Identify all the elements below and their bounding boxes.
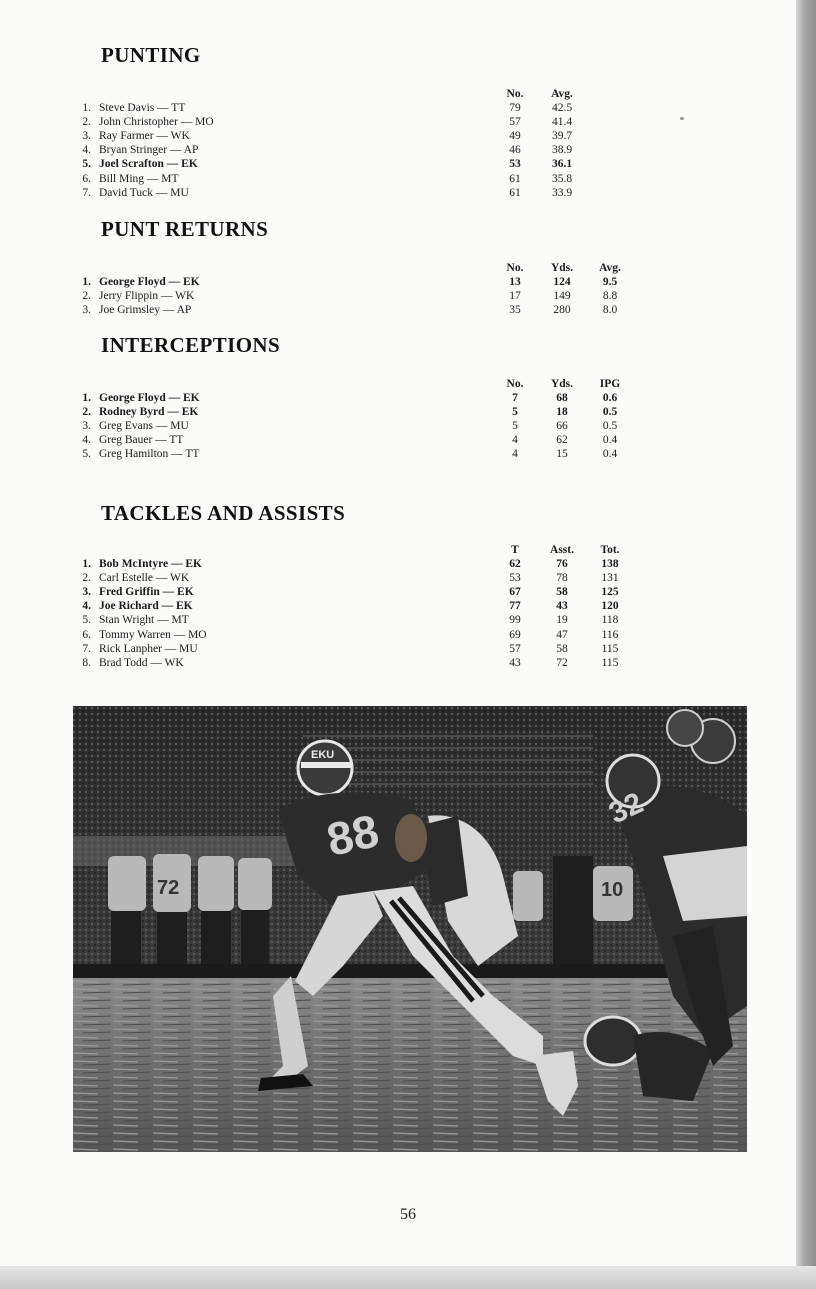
column-header: No. [506,262,524,274]
stat-value: 61 [509,172,521,185]
stat-value: 131 [601,572,619,585]
player-rank: 4. [82,600,91,613]
player-name: Rodney Byrd — EK [99,406,199,419]
column-header: Asst. [550,544,574,556]
player-name: John Christopher — MO [99,116,214,129]
player-rank: 1. [82,102,91,115]
stat-value: 0.6 [602,392,618,405]
player-name: David Tuck — MU [99,186,189,199]
stat-value: 138 [601,558,619,571]
player-name: Steve Davis — TT [99,102,186,115]
table-row [0,656,660,670]
stat-value: 0.4 [602,448,618,461]
player-name: Greg Evans — MU [99,420,189,433]
stat-value: 72 [556,656,568,669]
player-rank: 6. [82,172,91,185]
player-name: George Floyd — EK [99,392,200,405]
player-name: Greg Hamilton — TT [99,448,200,461]
player-rank: 1. [82,558,91,571]
stat-value: 57 [509,642,521,655]
section-title-punt-returns: PUNT RETURNS [101,217,269,241]
player-name: George Floyd — EK [99,276,200,289]
table-row [0,557,660,571]
paper-speck [680,117,684,120]
stat-value: 46 [509,144,521,157]
player-rank: 2. [82,406,91,419]
stat-value: 0.5 [602,406,618,419]
player-name: Rick Lanpher — MU [99,642,198,655]
player-rank: 1. [82,276,91,289]
player-name: Bryan Stringer — AP [99,144,199,157]
stat-value: 35 [509,304,521,317]
stat-value: 42.5 [551,102,573,115]
stat-value: 125 [601,586,619,599]
stat-value: 68 [556,392,568,405]
page-edge-shadow [796,0,816,1289]
table-row [0,628,660,642]
player-rank: 7. [82,186,91,199]
column-header: No. [506,378,524,390]
table-row [0,275,660,289]
stat-value: 53 [509,158,521,171]
player-name: Carl Estelle — WK [99,572,190,585]
stat-value: 58 [556,586,568,599]
table-row [0,419,660,433]
stat-value: 67 [509,586,521,599]
player-name: Joel Scrafton — EK [99,158,198,171]
column-header: Yds. [550,378,574,390]
stat-value: 115 [601,642,619,655]
table-header [0,261,660,275]
stat-value: 13 [509,276,521,289]
sideline-number-72: 72 [157,877,180,899]
stat-value: 5 [512,406,518,419]
stat-value: 43 [509,656,521,669]
player-name: Joe Richard — EK [99,600,193,613]
stat-value: 149 [553,290,571,303]
player-name: Fred Griffin — EK [99,586,194,599]
player-rank: 2. [82,116,91,129]
table-row [0,289,660,303]
section-title-tackles: TACKLES AND ASSISTS [101,501,346,525]
player-name: Stan Wright — MT [99,614,189,627]
player-rank: 5. [82,614,91,627]
stat-value: 15 [556,448,568,461]
player-name: Ray Farmer — WK [99,130,190,143]
stat-value: 57 [509,116,521,129]
stat-value: 18 [556,406,568,419]
stat-value: 62 [509,558,521,571]
table-row [0,143,660,157]
stat-value: 115 [601,656,619,669]
player-rank: 4. [82,434,91,447]
table-row [0,101,660,115]
stat-value: 61 [509,186,521,199]
stat-value: 0.5 [602,420,618,433]
column-header: Avg. [551,88,573,100]
player-rank: 3. [82,304,91,317]
stat-value: 66 [556,420,568,433]
table-row [0,157,660,171]
stat-value: 78 [556,572,568,585]
column-header: T [511,544,519,556]
table-row [0,186,660,200]
player-rank: 3. [82,586,91,599]
stat-value: 9.5 [602,276,618,289]
helmet-logo-text: EKU [311,749,335,761]
stat-value: 36.1 [551,158,573,171]
table-tackles [0,543,660,670]
player-name: Bob McIntyre — EK [99,558,202,571]
section-title-punting: PUNTING [101,43,201,67]
table-row [0,405,660,419]
table-row [0,642,660,656]
player-rank: 3. [82,420,91,433]
page-number: 56 [400,1206,416,1223]
player-name: Greg Bauer — TT [99,434,184,447]
stat-value: 118 [601,614,619,627]
table-row [0,391,660,405]
player-rank: 7. [82,642,91,655]
table-header [0,377,660,391]
page-bottom-edge [0,1266,816,1289]
player-name: Bill Ming — MT [99,172,179,185]
runner-jersey-number: 88 [322,804,384,866]
stat-value: 47 [556,628,568,641]
stat-value: 4 [512,434,518,447]
section-title-interceptions: INTERCEPTIONS [101,333,281,357]
stat-value: 77 [509,600,521,613]
player-rank: 2. [82,572,91,585]
football-action-photo [73,706,747,1152]
right-player-jersey-number: 32 [604,786,649,831]
stat-value: 35.8 [551,172,573,185]
column-header: IPG [599,378,621,390]
stat-value: 4 [512,448,518,461]
stat-value: 49 [509,130,521,143]
table-row [0,433,660,447]
player-rank: 5. [82,158,91,171]
stat-value: 62 [556,434,568,447]
stat-value: 120 [601,600,619,613]
player-rank: 8. [82,656,91,669]
stat-value: 19 [556,614,568,627]
table-row [0,585,660,599]
column-header: Avg. [599,262,621,274]
player-name: Tommy Warren — MO [99,628,207,641]
stat-value: 43 [556,600,568,613]
stat-value: 53 [509,572,521,585]
stat-value: 99 [509,614,521,627]
table-header [0,543,660,557]
player-name: Joe Grimsley — AP [99,304,192,317]
player-rank: 2. [82,290,91,303]
stat-value: 8.0 [602,304,618,317]
stat-value: 41.4 [551,116,573,129]
table-row [0,129,660,143]
player-name: Brad Todd — WK [99,656,184,669]
stat-value: 69 [509,628,521,641]
stat-value: 124 [553,276,571,289]
stat-value: 33.9 [551,186,573,199]
player-rank: 6. [82,628,91,641]
player-rank: 5. [82,448,91,461]
stat-value: 39.7 [551,130,573,143]
stat-value: 58 [556,642,568,655]
stat-value: 116 [601,628,619,641]
stat-value: 79 [509,102,521,115]
table-row [0,172,660,186]
stat-value: 8.8 [602,290,618,303]
player-name: Jerry Flippin — WK [99,290,195,303]
column-header: Yds. [550,262,574,274]
stat-value: 76 [556,558,568,571]
sideline-number-10: 10 [601,879,624,901]
player-rank: 3. [82,130,91,143]
table-punting [0,87,660,200]
table-interceptions [0,377,660,462]
table-punt-returns [0,261,660,317]
stat-value: 17 [509,290,521,303]
table-row [0,613,660,627]
stat-value: 5 [512,420,518,433]
stat-value: 0.4 [602,434,618,447]
player-rank: 1. [82,392,91,405]
table-row [0,447,660,461]
column-header: Tot. [600,544,620,556]
table-header [0,87,660,101]
player-rank: 4. [82,144,91,157]
stat-value: 38.9 [551,144,573,157]
table-row [0,115,660,129]
column-header: No. [506,88,524,100]
table-row [0,303,660,317]
table-row [0,571,660,585]
table-row [0,599,660,613]
stat-value: 280 [553,304,571,317]
stat-value: 7 [512,392,518,405]
